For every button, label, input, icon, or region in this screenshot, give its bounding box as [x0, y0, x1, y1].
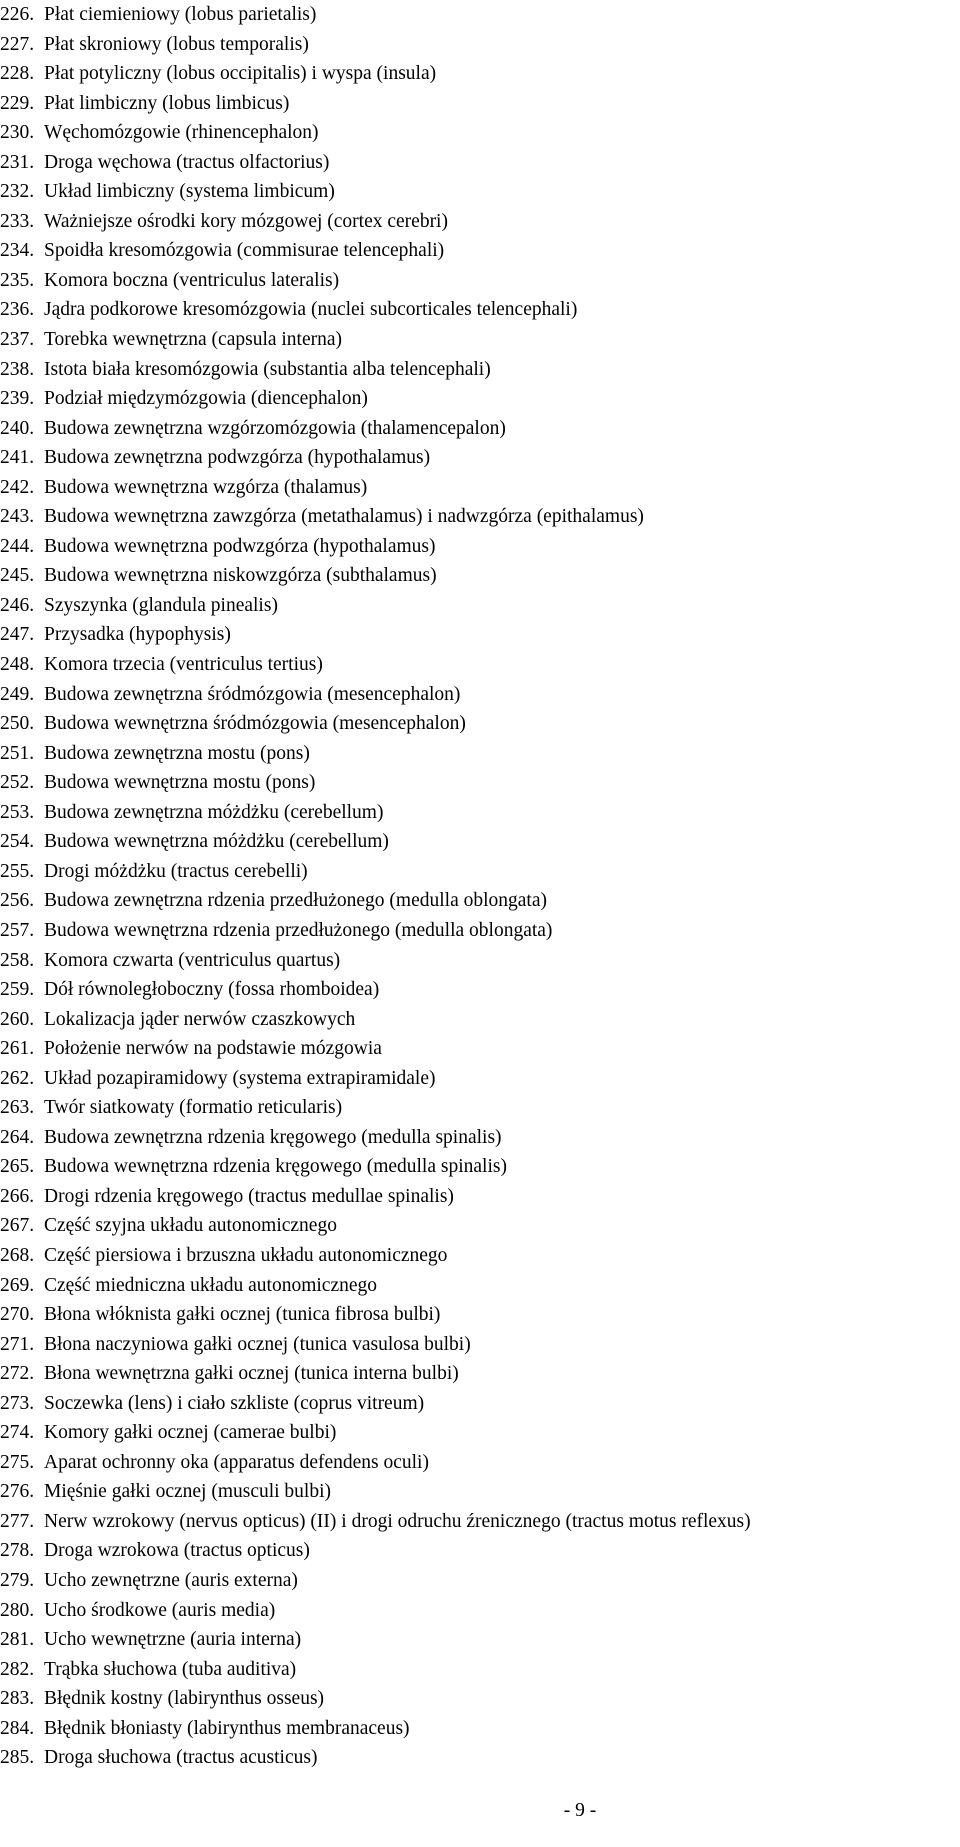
- item-number: 268.: [0, 1244, 35, 1266]
- item-number: 240.: [0, 417, 35, 439]
- item-number: 251.: [0, 742, 35, 764]
- item-number: 248.: [0, 654, 35, 676]
- item-text: Płat limbiczny (lobus limbicus): [44, 92, 290, 114]
- list-item: [0, 1684, 751, 1714]
- list-item: [0, 1152, 751, 1182]
- item-number: 242.: [0, 476, 35, 498]
- item-number: 230.: [0, 122, 35, 144]
- item-text: Szyszynka (glandula pinealis): [44, 594, 278, 616]
- item-text: Budowa zewnętrzna mostu (pons): [44, 742, 310, 764]
- item-text: Budowa wewnętrzna niskowzgórza (subthalamus): [44, 565, 437, 587]
- item-number: 272.: [0, 1363, 35, 1385]
- item-number: 273.: [0, 1392, 35, 1414]
- item-text: Istota biała kresomózgowia (substantia alba telencephali): [44, 358, 491, 380]
- list-item: [0, 30, 751, 60]
- list-item: [0, 502, 751, 532]
- list-item: [0, 177, 751, 207]
- item-number: 245.: [0, 565, 35, 587]
- item-number: 250.: [0, 713, 35, 735]
- list-item: [0, 1448, 751, 1478]
- list-item: [0, 0, 751, 30]
- list-item: [0, 89, 751, 119]
- item-text: Część piersiowa i brzuszna układu autonomicznego: [44, 1244, 448, 1266]
- item-number: 255.: [0, 860, 35, 882]
- item-text: Błędnik błoniasty (labirynthus membranaceus): [44, 1717, 410, 1739]
- item-text: Budowa wewnętrzna podwzgórza (hypothalamus): [44, 535, 436, 557]
- list-item: [0, 118, 751, 148]
- list-item: [0, 266, 751, 296]
- item-text: Jądra podkorowe kresomózgowia (nuclei subcorticales telencephali): [44, 299, 578, 321]
- item-text: Płat ciemieniowy (lobus parietalis): [44, 4, 317, 25]
- item-number: 233.: [0, 210, 35, 232]
- item-number: 247.: [0, 624, 35, 646]
- list-item: [0, 1300, 751, 1330]
- list-item: [0, 1034, 751, 1064]
- item-text: Podział międzymózgowia (diencephalon): [44, 388, 368, 410]
- item-text: Lokalizacja jąder nerwów czaszkowych: [44, 1008, 356, 1030]
- item-number: 257.: [0, 919, 35, 941]
- page-number: - 9 -: [563, 1800, 597, 1821]
- list-item: [0, 1359, 751, 1389]
- list-item: [0, 650, 751, 680]
- item-number: 252.: [0, 772, 35, 794]
- item-number: 229.: [0, 92, 35, 114]
- item-text: Trąbka słuchowa (tuba auditiva): [44, 1658, 297, 1680]
- list-item: [0, 591, 751, 621]
- list-item: [0, 857, 751, 887]
- item-text: Droga węchowa (tractus olfactorius): [44, 151, 330, 173]
- list-item: [0, 1655, 751, 1685]
- item-text: Ważniejsze ośrodki kory mózgowej (cortex cerebri): [44, 210, 448, 232]
- list-item: [0, 561, 751, 591]
- item-number: 254.: [0, 831, 35, 853]
- item-text: Błona naczyniowa gałki ocznej (tunica vasulosa bulbi): [44, 1333, 471, 1355]
- item-text: Spoidła kresomózgowia (commisurae telencephali): [44, 240, 445, 262]
- list-item: [0, 1743, 751, 1773]
- list-item: [0, 680, 751, 710]
- list-item: [0, 886, 751, 916]
- item-number: 238.: [0, 358, 35, 380]
- item-number: 284.: [0, 1717, 35, 1739]
- list-item: [0, 532, 751, 562]
- item-number: 231.: [0, 151, 35, 173]
- item-number: 277.: [0, 1510, 35, 1532]
- list-item: [0, 1536, 751, 1566]
- item-text: Nerw wzrokowy (nervus opticus) (II) i drogi odruchu źrenicznego (tractus motus reflexus): [44, 1510, 751, 1532]
- item-number: 278.: [0, 1540, 35, 1562]
- item-text: Część miedniczna układu autonomicznego: [44, 1274, 378, 1296]
- item-number: 237.: [0, 329, 35, 351]
- item-number: 281.: [0, 1629, 35, 1651]
- item-text: Droga słuchowa (tractus acusticus): [44, 1747, 318, 1769]
- list-item: [0, 207, 751, 237]
- item-text: Budowa wewnętrzna móżdżku (cerebellum): [44, 831, 389, 853]
- list-item: [0, 1211, 751, 1241]
- item-text: Budowa zewnętrzna móżdżku (cerebellum): [44, 801, 384, 823]
- item-text: Błona włóknista gałki ocznej (tunica fibrosa bulbi): [44, 1304, 441, 1326]
- item-number: 279.: [0, 1569, 35, 1591]
- item-text: Budowa wewnętrzna wzgórza (thalamus): [44, 476, 368, 498]
- list-item: [0, 1507, 751, 1537]
- item-number: 264.: [0, 1126, 35, 1148]
- item-text: Płat skroniowy (lobus temporalis): [44, 33, 309, 55]
- list-item: [0, 768, 751, 798]
- list-item: [0, 620, 751, 650]
- list-item: [0, 1330, 751, 1360]
- item-text: Położenie nerwów na podstawie mózgowia: [44, 1038, 382, 1060]
- list-item: [0, 946, 751, 976]
- item-text: Budowa wewnętrzna rdzenia kręgowego (medulla spinalis): [44, 1156, 507, 1178]
- item-number: 271.: [0, 1333, 35, 1355]
- item-text: Ucho środkowe (auris media): [44, 1599, 276, 1621]
- item-text: Budowa zewnętrzna wzgórzomózgowia (thalamencepalon): [44, 417, 506, 439]
- item-number: 234.: [0, 240, 35, 262]
- list-item: [0, 1064, 751, 1094]
- list-item: [0, 709, 751, 739]
- item-number: 226.: [0, 4, 35, 25]
- item-text: Błędnik kostny (labirynthus osseus): [44, 1688, 325, 1710]
- item-text: Aparat ochronny oka (apparatus defendens oculi): [44, 1451, 429, 1473]
- list-item: [0, 414, 751, 444]
- item-text: Soczewka (lens) i ciało szkliste (coprus vitreum): [44, 1392, 425, 1414]
- item-number: 228.: [0, 63, 35, 85]
- list-item: [0, 295, 751, 325]
- item-number: 241.: [0, 447, 35, 469]
- list-item: [0, 355, 751, 385]
- list-item: [0, 739, 751, 769]
- list-item: [0, 473, 751, 503]
- list-item: [0, 1005, 751, 1035]
- item-number: 244.: [0, 535, 35, 557]
- item-text: Twór siatkowaty (formatio reticularis): [44, 1097, 343, 1119]
- item-number: 275.: [0, 1451, 35, 1473]
- item-number: 283.: [0, 1688, 35, 1710]
- item-text: Komory gałki ocznej (camerae bulbi): [44, 1422, 337, 1444]
- list-item: [0, 443, 751, 473]
- item-text: Budowa zewnętrzna podwzgórza (hypothalamus): [44, 447, 431, 469]
- item-number: 285.: [0, 1747, 35, 1769]
- item-text: Komora boczna (ventriculus lateralis): [44, 269, 340, 291]
- list-item: [0, 1714, 751, 1744]
- item-text: Drogi rdzenia kręgowego (tractus medullae spinalis): [44, 1185, 454, 1207]
- item-number: 239.: [0, 388, 35, 410]
- item-text: Budowa wewnętrzna rdzenia przedłużonego (medulla oblongata): [44, 919, 553, 941]
- item-number: 246.: [0, 594, 35, 616]
- item-text: Płat potyliczny (lobus occipitalis) i wyspa (insula): [44, 63, 437, 85]
- item-number: 235.: [0, 269, 35, 291]
- item-text: Budowa wewnętrzna śródmózgowia (mesencephalon): [44, 713, 466, 735]
- item-text: Drogi móżdżku (tractus cerebelli): [44, 860, 308, 882]
- item-text: Węchomózgowie (rhinencephalon): [44, 122, 319, 144]
- item-text: Układ limbiczny (systema limbicum): [44, 181, 335, 203]
- list-item: [0, 236, 751, 266]
- list-item: [0, 59, 751, 89]
- list-item: [0, 1123, 751, 1153]
- item-number: 232.: [0, 181, 35, 203]
- list-item: [0, 1566, 751, 1596]
- item-number: 253.: [0, 801, 35, 823]
- item-number: 282.: [0, 1658, 35, 1680]
- list-item: [0, 1477, 751, 1507]
- item-text: Droga wzrokowa (tractus opticus): [44, 1540, 310, 1562]
- item-text: Budowa wewnętrzna mostu (pons): [44, 772, 316, 794]
- item-number: 276.: [0, 1481, 35, 1503]
- list-item: [0, 325, 751, 355]
- item-number: 261.: [0, 1038, 35, 1060]
- item-number: 258.: [0, 949, 35, 971]
- list-item: [0, 1241, 751, 1271]
- item-number: 267.: [0, 1215, 35, 1237]
- list-item: [0, 1271, 751, 1301]
- item-number: 274.: [0, 1422, 35, 1444]
- item-text: Przysadka (hypophysis): [44, 624, 231, 646]
- item-text: Budowa zewnętrzna rdzenia kręgowego (medulla spinalis): [44, 1126, 502, 1148]
- list-item: [0, 1093, 751, 1123]
- item-text: Budowa zewnętrzna rdzenia przedłużonego (medulla oblongata): [44, 890, 547, 912]
- list-item: [0, 827, 751, 857]
- item-number: 249.: [0, 683, 35, 705]
- item-text: Ucho wewnętrzne (auria interna): [44, 1629, 302, 1651]
- item-number: 243.: [0, 506, 35, 528]
- item-number: 266.: [0, 1185, 35, 1207]
- item-text: Dół równoległoboczny (fossa rhomboidea): [44, 979, 380, 1001]
- item-number: 256.: [0, 890, 35, 912]
- list-item: [0, 1596, 751, 1626]
- item-number: 280.: [0, 1599, 35, 1621]
- item-text: Błona wewnętrzna gałki ocznej (tunica interna bulbi): [44, 1363, 459, 1385]
- item-number: 269.: [0, 1274, 35, 1296]
- item-text: Komora trzecia (ventriculus tertius): [44, 654, 323, 676]
- item-text: Budowa wewnętrzna zawzgórza (metathalamus) i nadwzgórza (epithalamus): [44, 506, 644, 528]
- item-number: 260.: [0, 1008, 35, 1030]
- item-number: 236.: [0, 299, 35, 321]
- list-item: [0, 975, 751, 1005]
- list-item: [0, 798, 751, 828]
- item-text: Ucho zewnętrzne (auris externa): [44, 1569, 298, 1591]
- list-item: [0, 384, 751, 414]
- item-number: 270.: [0, 1304, 35, 1326]
- item-number: 263.: [0, 1097, 35, 1119]
- item-number: 227.: [0, 33, 35, 55]
- item-text: Mięśnie gałki ocznej (musculi bulbi): [44, 1481, 332, 1503]
- item-number: 265.: [0, 1156, 35, 1178]
- list-item: [0, 1418, 751, 1448]
- item-text: Układ pozapiramidowy (systema extrapiramidale): [44, 1067, 436, 1089]
- list-item: [0, 1389, 751, 1419]
- item-text: Część szyjna układu autonomicznego: [44, 1215, 337, 1237]
- list-item: [0, 1182, 751, 1212]
- list-item: [0, 1625, 751, 1655]
- item-text: Budowa zewnętrzna śródmózgowia (mesencephalon): [44, 683, 461, 705]
- list-item: [0, 148, 751, 178]
- item-text: Komora czwarta (ventriculus quartus): [44, 949, 341, 971]
- item-text: Torebka wewnętrzna (capsula interna): [44, 329, 343, 351]
- item-number: 262.: [0, 1067, 35, 1089]
- item-number: 259.: [0, 979, 35, 1001]
- list-item: [0, 916, 751, 946]
